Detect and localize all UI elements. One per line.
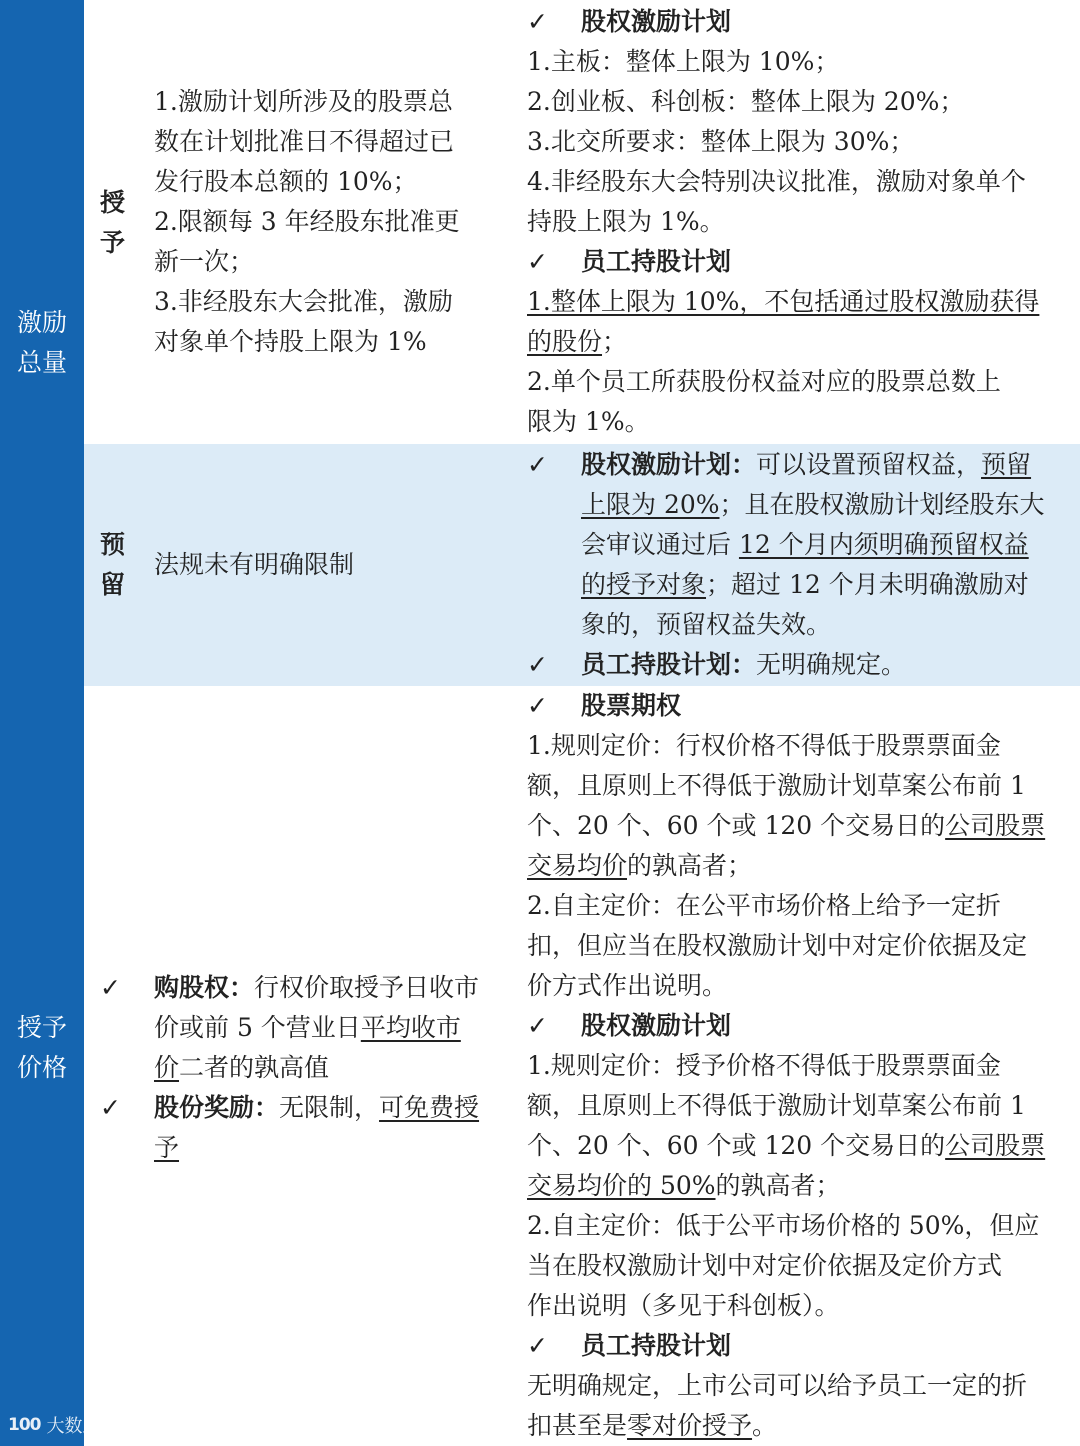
price-right-line xyxy=(527,1406,1072,1446)
grant-mid-line: 数在计划批准日不得超过已 xyxy=(154,127,455,156)
price-right-line xyxy=(527,806,1072,846)
price-mid-line xyxy=(100,1048,479,1088)
price-right-line: 作出说明（多见于科创板）。 xyxy=(527,1291,840,1320)
checkmark-icon: ✓ xyxy=(527,450,548,479)
bold-text: 购股权： xyxy=(154,973,255,1002)
underlined-text: 的股份 xyxy=(527,327,603,356)
grant-mid-line: 对象单个持股上限为 1% xyxy=(154,327,427,356)
equity-incentive-heading: ✓ 股权激励计划 xyxy=(527,2,1072,42)
plain-text: 价或前 5 个营业日 xyxy=(154,1013,361,1042)
price-mid-line xyxy=(100,968,479,1008)
price-right-line: 无明确规定，上市公司可以给予员工一定的折 xyxy=(527,1371,1028,1400)
grant-right-line: 3.北交所要求：整体上限为 30%； xyxy=(527,127,915,156)
price-right-line: 额，且原则上不得低于激励计划草案公布前 1 xyxy=(527,1091,1026,1120)
stock-options-heading: ✓ 股票期权 xyxy=(527,686,1072,726)
price-right-line: 1.规则定价：行权价格不得低于股票票面金 xyxy=(527,731,1001,760)
reserve-mid-line: 法规未有明确限制 xyxy=(154,550,355,579)
watermark-text: 大数跨境 xyxy=(46,1416,119,1437)
grant-right-line xyxy=(527,282,1072,322)
checkmark-icon: ✓ xyxy=(100,1093,121,1122)
checkmark-icon: ✓ xyxy=(527,1011,548,1040)
grant-mid-line: 2.限额每 3 年经股东批准更 xyxy=(154,207,460,236)
grant-right-line: 4.非经股东大会特别决议批准，激励对象单个 xyxy=(527,167,1026,196)
reserve-middle-text xyxy=(154,545,504,585)
underlined-text: 12 个月内须明确预留权益 xyxy=(738,530,1029,559)
price-middle-text xyxy=(100,968,479,1168)
underlined-text: 1.整体上限为 10%，不包括通过股权激励获得 xyxy=(527,287,1040,316)
category-column xyxy=(0,0,84,1446)
price-right-line: 2.自主定价：低于公平市场价格的 50%，但应 xyxy=(527,1211,1040,1240)
underlined-text: 交易均价的 50% xyxy=(527,1171,716,1200)
category-price-line2: 价格 xyxy=(16,1053,67,1082)
watermark-logo: 100 xyxy=(8,1415,41,1435)
plain-text: 可以设置预留权益， xyxy=(756,450,982,479)
plain-text: 个、20 个、60 个或 120 个交易日的 xyxy=(527,1131,946,1160)
equity-incentive-heading: ✓ 股权激励计划 xyxy=(527,1006,1072,1046)
price-mid-line xyxy=(100,1008,479,1048)
reserve-right-line xyxy=(527,525,1072,565)
esop-heading: ✓ 员工持股计划 xyxy=(527,1326,1072,1366)
price-right-line xyxy=(527,1126,1072,1166)
underlined-text: 予 xyxy=(154,1133,180,1162)
plain-text: ；且在股权激励计划经股东大 xyxy=(719,490,1045,519)
underlined-text: 交易均价 xyxy=(527,851,628,880)
plain-text: 的孰高者； xyxy=(627,851,753,880)
reserve-right-line: 象的，预留权益失效。 xyxy=(581,610,832,639)
category-price-line1: 授予 xyxy=(16,1013,67,1042)
underlined-text: 零对价授予 xyxy=(627,1411,753,1440)
plain-text: 无限制， xyxy=(279,1093,380,1122)
underlined-text: 可免费授 xyxy=(379,1093,480,1122)
underlined-text: 的授予对象 xyxy=(581,570,707,599)
grant-mid-line: 3.非经股东大会批准，激励 xyxy=(154,287,453,316)
price-right-line xyxy=(527,846,1072,886)
category-total-line1: 激励 xyxy=(16,308,67,337)
reserve-right-text xyxy=(527,445,1072,685)
underlined-text: 公司股票 xyxy=(945,1131,1046,1160)
sub-label-reserve-2: 留 xyxy=(100,570,126,599)
plain-text: ；超过 12 个月未明确激励对 xyxy=(706,570,1029,599)
reserve-equity-line: ✓ 股权激励计划：可以设置预留权益，预留 xyxy=(527,445,1072,485)
underlined-text: 价 xyxy=(154,1053,180,1082)
category-price xyxy=(0,1008,84,1088)
category-total xyxy=(0,303,84,383)
plain-text: 会审议通过后 xyxy=(581,530,739,559)
sub-label-reserve-1: 预 xyxy=(100,530,126,559)
checkmark-icon: ✓ xyxy=(527,650,548,679)
grant-right-text xyxy=(527,2,1072,442)
sub-label-grant-2: 予 xyxy=(100,228,126,257)
grant-right-line: 2.单个员工所获股份权益对应的股票总数上 xyxy=(527,367,1001,396)
price-right-line: 1.规则定价：授予价格不得低于股票票面金 xyxy=(527,1051,1001,1080)
price-right-line: 扣，但应当在股权激励计划中对定价依据及定 xyxy=(527,931,1028,960)
price-right-line: 当在股权激励计划中对定价依据及定价方式 xyxy=(527,1251,1003,1280)
bold-text: 股份奖励： xyxy=(154,1093,280,1122)
plain-text: ； xyxy=(602,327,628,356)
underlined-text: 上限为 20% xyxy=(581,490,720,519)
plain-text: 个、20 个、60 个或 120 个交易日的 xyxy=(527,811,946,840)
grant-mid-line: 1.激励计划所涉及的股票总 xyxy=(154,87,453,116)
underlined-text: 公司股票 xyxy=(945,811,1046,840)
sub-label-grant-1: 授 xyxy=(100,188,126,217)
price-right-line: 2.自主定价：在公平市场价格上给予一定折 xyxy=(527,891,1001,920)
checkmark-icon: ✓ xyxy=(527,247,548,276)
price-right-line: 额，且原则上不得低于激励计划草案公布前 1 xyxy=(527,771,1026,800)
sub-label-reserve xyxy=(100,525,130,605)
checkmark-icon: ✓ xyxy=(100,973,121,1002)
underlined-text: 平均收市 xyxy=(360,1013,461,1042)
checkmark-icon: ✓ xyxy=(527,1331,548,1360)
watermark xyxy=(8,1412,119,1438)
plain-text: 扣甚至是 xyxy=(527,1411,628,1440)
price-right-text xyxy=(527,686,1072,1446)
grant-mid-line: 发行股本总额的 10%； xyxy=(154,167,418,196)
underlined-text: 预留 xyxy=(981,450,1032,479)
price-mid-line xyxy=(100,1128,479,1168)
checkmark-icon: ✓ xyxy=(527,691,548,720)
plain-text: 。 xyxy=(752,1411,778,1440)
grant-right-line: 持股上限为 1%。 xyxy=(527,207,725,236)
price-mid-line xyxy=(100,1088,479,1128)
sub-label-grant xyxy=(100,183,130,263)
grant-right-line: 限为 1%。 xyxy=(527,407,650,436)
price-right-line xyxy=(527,1166,1072,1206)
grant-middle-text xyxy=(154,82,504,362)
grant-right-line: 2.创业板、科创板：整体上限为 20%； xyxy=(527,87,965,116)
plain-text: 二者的孰高值 xyxy=(179,1053,330,1082)
category-total-line2: 总量 xyxy=(16,348,67,377)
reserve-esop-line: ✓ 员工持股计划：无明确规定。 xyxy=(527,645,1072,685)
plain-text: 的孰高者； xyxy=(715,1171,841,1200)
plain-text: 无明确规定。 xyxy=(756,650,907,679)
price-right-line: 价方式作出说明。 xyxy=(527,971,728,1000)
esop-heading: ✓ 员工持股计划 xyxy=(527,242,1072,282)
plain-text: 行权价取授予日收市 xyxy=(254,973,480,1002)
reserve-right-line xyxy=(527,565,1072,605)
grant-right-line: 1.主板：整体上限为 10%； xyxy=(527,47,840,76)
checkmark-icon: ✓ xyxy=(527,7,548,36)
grant-right-line xyxy=(527,322,1072,362)
grant-mid-line: 新一次； xyxy=(154,247,255,276)
reserve-right-line xyxy=(527,485,1072,525)
